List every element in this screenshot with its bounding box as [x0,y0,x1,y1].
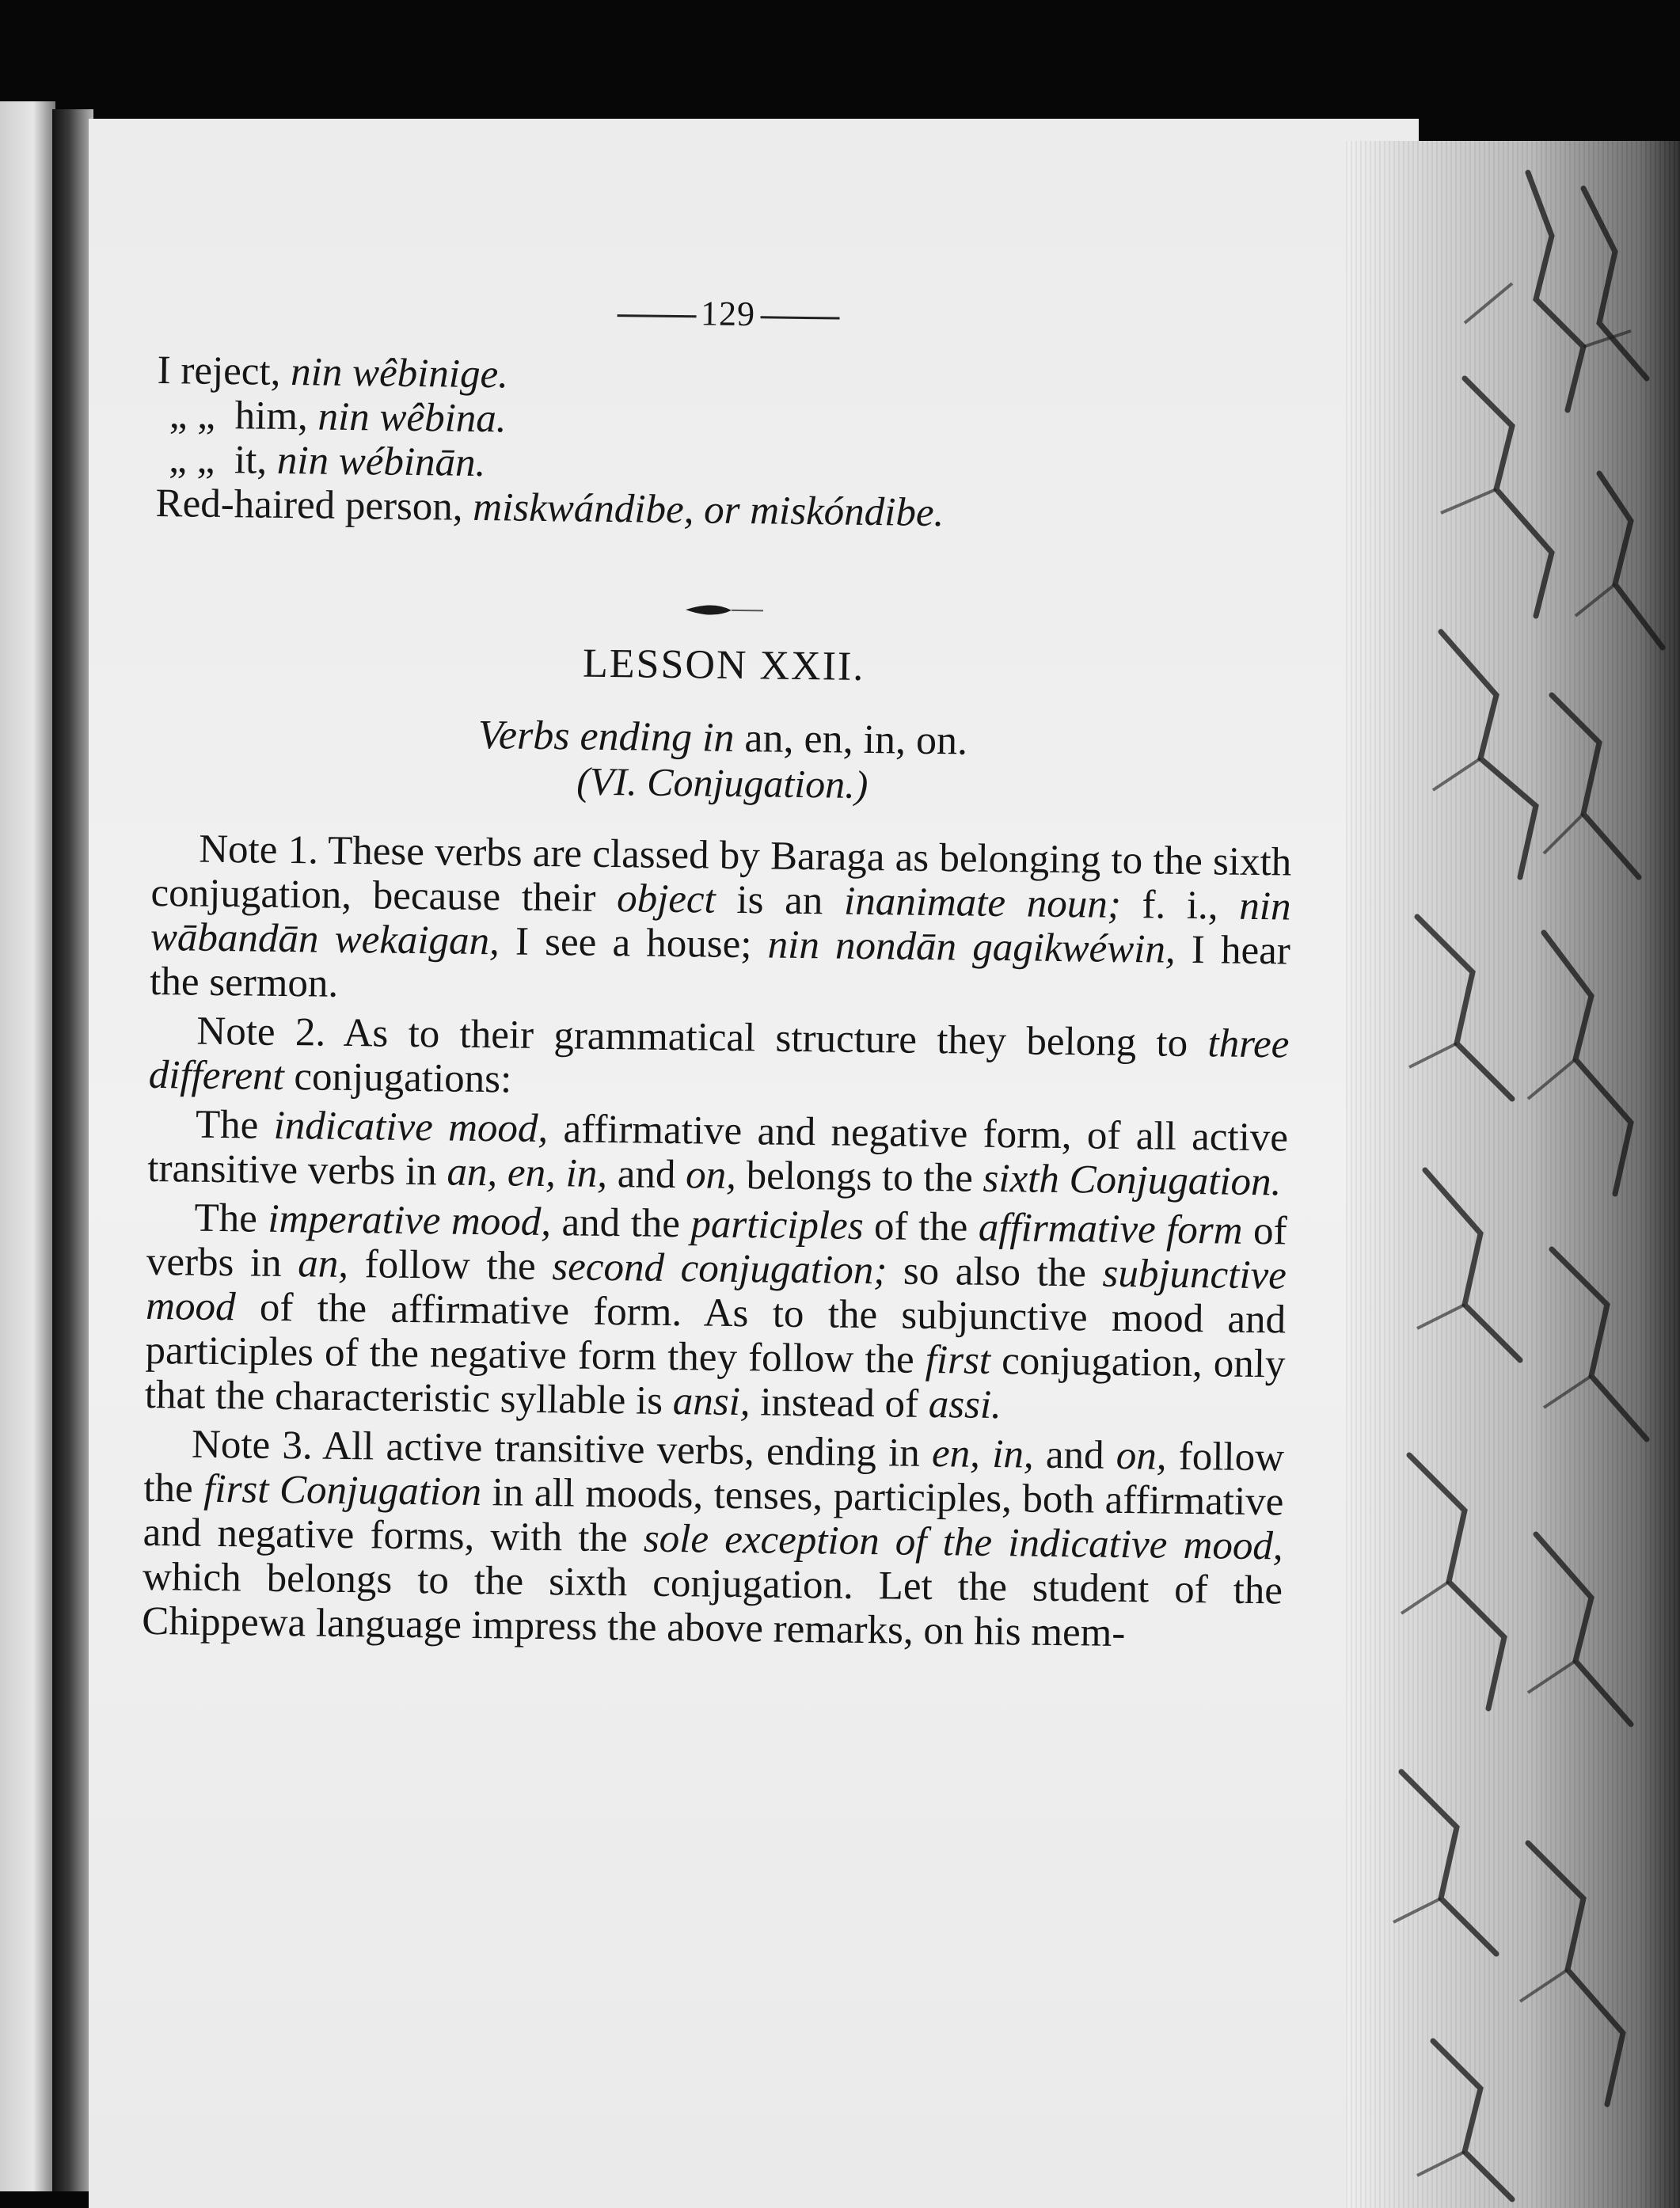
text-run: of the [863,1203,979,1250]
text-run: belongs to the [735,1153,983,1201]
italic-term: assi. [928,1381,1002,1428]
chippewa-alt-term: miskóndibe. [749,488,945,536]
text-run: I hear the sermon. [149,927,1291,1006]
page-text [142,285,1298,1662]
text-run: is an [715,877,845,924]
text-run: follow the [143,1434,1285,1511]
note-1 [150,827,1292,1018]
text-run: Note 2. As to their grammatical structure they belong to [196,1009,1208,1066]
conjugation-text: (VI. Conjugation.) [576,758,869,807]
note-2 [148,1009,1289,1112]
italic-term: on, [1116,1433,1167,1479]
italic-term: nin nondān gagikwéwin, [767,922,1176,972]
english-term: him, [234,393,309,439]
italic-term: sole exception of the indicative mood, [643,1516,1283,1569]
chippewa-term: nin wébinān. [276,438,486,486]
text-run: of verbs in [146,1208,1287,1286]
facing-page-edge [0,101,55,2191]
text-run: Note 3. All active transitive verbs, ending in [191,1422,933,1476]
italic-term: second conjugation; [552,1245,888,1294]
ornament-divider [154,578,1294,611]
folio-rule-left [617,314,696,317]
italic-term: first Conjugation [203,1466,482,1515]
italic-term: an, en, in, [447,1150,608,1197]
text-run: The [195,1102,275,1148]
lesson-title: LESSON XXII. [582,640,865,690]
italic-term: indicative mood, [273,1103,549,1152]
text-run: so also the [886,1248,1103,1296]
text-run: which belongs to the sixth conjugation. Let the student of the Chippewa language impress the above remarks, on his mem- [142,1554,1283,1656]
chippewa-term: nin wêbina. [317,394,507,442]
text-run: The [194,1195,268,1241]
page-number-text: 129 [700,294,756,334]
italic-term: an, [297,1241,349,1287]
note-3 [142,1422,1284,1658]
ditto-marks: „ „ [168,437,215,482]
text-run: and [606,1152,686,1198]
subtitle-italic: Verbs ending in [477,712,735,761]
text-run: and the [550,1200,691,1247]
chippewa-term: nin wêbinige. [290,350,509,397]
text-run: conjugations: [283,1055,512,1102]
english-term: I reject, [157,348,281,394]
italic-term: en, in, [931,1431,1035,1477]
ditto-marks: „ „ [169,393,216,438]
folio-rule-right [760,317,839,320]
text-run: instead of [750,1380,929,1427]
italic-term: first [925,1337,991,1383]
italic-term: object [616,876,716,922]
english-term: it, [234,438,268,483]
text-run: follow the [348,1242,553,1290]
italic-term: imperative mood, [268,1196,552,1245]
connector-word: or [703,488,740,533]
italic-term: sixth Conjugation. [983,1156,1282,1205]
text-run: Note 1. These verbs are classed by Baraga as belonging to the sixth conjugation, because their [150,827,1292,922]
italic-term: inanimate noun; [843,879,1122,927]
page-edge-texture [1346,141,1680,2208]
subtitle-endings: an, en, in, on. [744,716,968,764]
leaf-ornament-icon [681,600,768,620]
italic-term: ansi, [672,1379,751,1425]
italic-term: three different [148,1021,1290,1100]
text-run: f. i., [1120,882,1240,929]
chippewa-term: miskwándibe, [473,485,694,533]
text-run: conjugation, only that the characteristic syllable is [144,1338,1286,1424]
book-gutter [52,109,93,2191]
text-run: affirmative and negative form, of all active transitive verbs in [147,1107,1289,1195]
italic-term: subjunctive mood [145,1251,1287,1330]
text-run: of the affirmative form. As to the subjunctive mood and participles of the negative form they follow the [145,1285,1287,1382]
text-run: I see a house; [499,919,769,967]
italic-term: nin wābandān wekaigan, [150,884,1291,964]
crackle-texture [1346,141,1680,2208]
italic-term: affirmative form [978,1205,1243,1253]
paragraph-indicative [147,1102,1288,1205]
text-run: and [1033,1432,1117,1478]
english-term: Red-haired person, [155,481,463,530]
paragraph-imperative [145,1195,1287,1431]
italic-term: on, [685,1153,737,1198]
italic-term: participles [690,1202,864,1248]
text-run: in all moods, tenses, participles, both affirmative and negative forms, with the [143,1470,1284,1561]
